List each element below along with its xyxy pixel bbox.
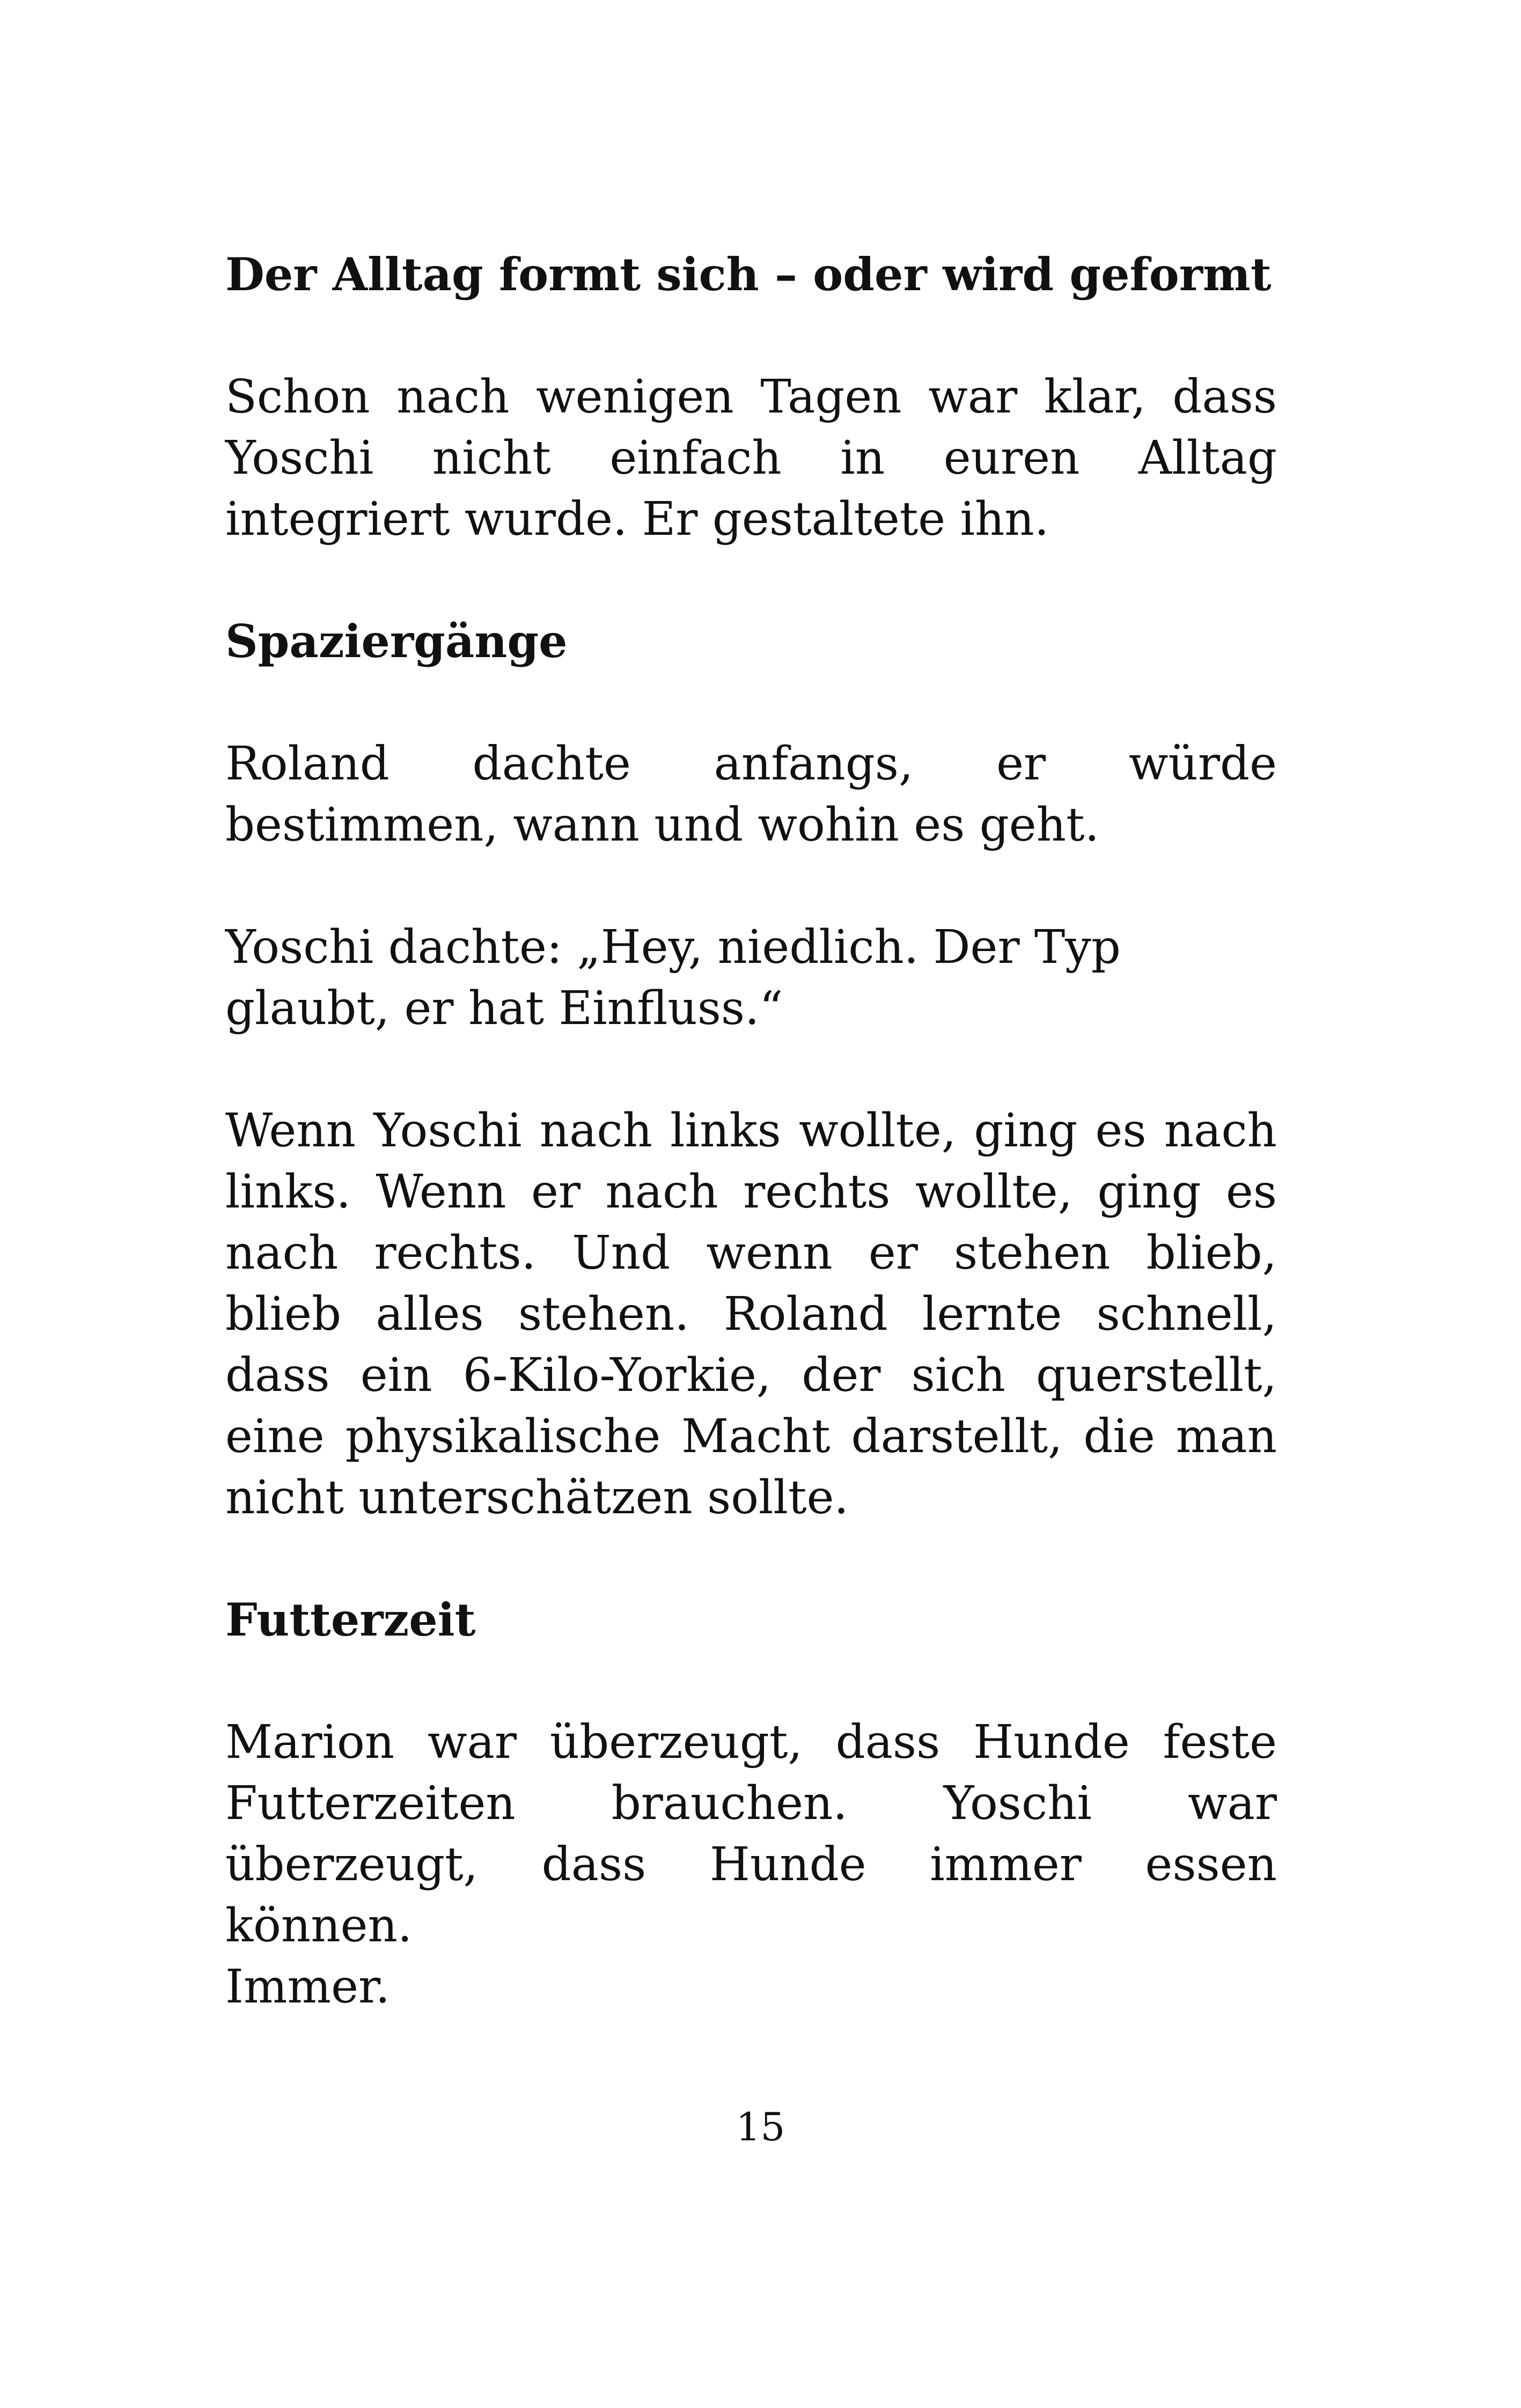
paragraph: Schon nach wenigen Tagen war klar, dass Yoschi nicht einfach in euren Alltag integriert wurde. Er gestaltete ihn. <box>225 370 1277 546</box>
paragraph: Immer. <box>225 1960 390 2014</box>
page-number: 15 <box>736 2104 785 2149</box>
paragraph: Roland dachte anfangs, er würde bestimmen, wann und wohin es geht. <box>225 737 1277 852</box>
paragraph: Wenn Yoschi nach links wollte, ging es nach links. Wenn er nach rechts wollte, ging es nach rechts. Und wenn er stehen blieb, blieb alles stehen. Roland lernte schnell, dass ein 6-Kilo-Yorkie, der sich querstellt, eine physikalische Macht darstellt, die man nicht unterschätzen sollte. <box>225 1104 1277 1525</box>
paragraph: Marion war überzeugt, dass Hunde feste Futterzeiten brauchen. Yoschi war überzeugt, dass Hunde immer essen können. <box>225 1715 1277 1953</box>
section-heading-futterzeit: Futterzeit <box>225 1593 476 1646</box>
section-heading-spaziergaenge: Spaziergänge <box>225 615 568 668</box>
section-heading-alltag: Der Alltag formt sich – oder wird geformt <box>225 248 1272 301</box>
paragraph: Yoschi dachte: „Hey, niedlich. Der Typ glaubt, er hat Einfluss.“ <box>225 921 1121 1035</box>
